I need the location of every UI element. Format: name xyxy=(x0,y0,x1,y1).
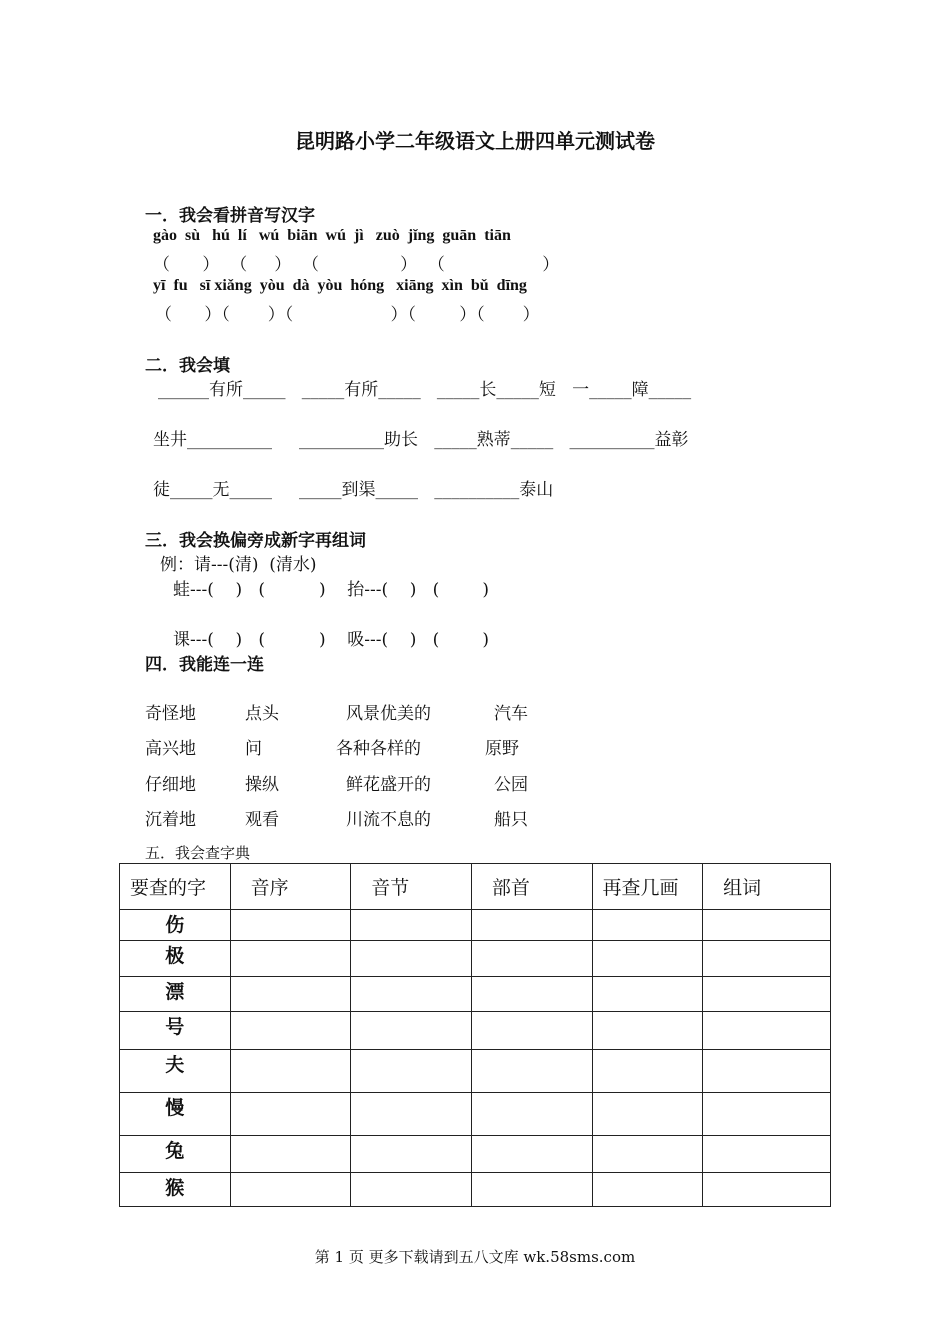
answer-cell[interactable] xyxy=(230,1050,351,1093)
answer-cell[interactable] xyxy=(703,1012,831,1050)
lookup-char: 伤 xyxy=(120,910,231,941)
match-item: 川流不息的 xyxy=(346,810,431,830)
answer-cell[interactable] xyxy=(230,1136,351,1173)
lookup-char: 极 xyxy=(120,941,231,977)
answer-cell[interactable] xyxy=(703,977,831,1012)
answer-cell[interactable] xyxy=(592,941,703,977)
section1-heading: 一．我会看拼音写汉字 xyxy=(145,206,315,226)
table-row xyxy=(120,1136,831,1173)
table-header: 音节 xyxy=(351,864,472,910)
answer-cell[interactable] xyxy=(471,977,592,1012)
match-item: 风景优美的 xyxy=(346,704,431,724)
answer-cell[interactable] xyxy=(351,977,472,1012)
match-item: 仔细地 xyxy=(145,775,196,795)
pinyin-row-1: gào sù hú lí wú biān wú jì zuò jǐng guān tiān xyxy=(153,227,511,244)
answer-cell[interactable] xyxy=(703,1093,831,1136)
answer-cell[interactable] xyxy=(230,910,351,941)
lookup-char: 号 xyxy=(120,1012,231,1050)
table-header: 组词 xyxy=(703,864,831,910)
blank-row-2: （ ）（ ）（ ）（ ）（ ） xyxy=(155,305,540,325)
table-row xyxy=(120,941,831,977)
table-row xyxy=(120,977,831,1012)
answer-cell[interactable] xyxy=(351,1136,472,1173)
match-item: 汽车 xyxy=(494,704,528,724)
table-header-row xyxy=(120,864,831,910)
answer-cell[interactable] xyxy=(592,1173,703,1207)
match-item: 操纵 xyxy=(245,775,279,795)
answer-cell[interactable] xyxy=(471,1050,592,1093)
match-item: 原野 xyxy=(485,739,519,759)
example-line: 例：请---(清) (清水) xyxy=(160,555,317,575)
table-header: 部首 xyxy=(471,864,592,910)
table-header: 再查几画 xyxy=(592,864,703,910)
answer-cell[interactable] xyxy=(351,941,472,977)
answer-cell[interactable] xyxy=(351,1050,472,1093)
match-item: 鲜花盛开的 xyxy=(346,775,431,795)
lookup-char: 漂 xyxy=(120,977,231,1012)
match-item: 观看 xyxy=(245,810,279,830)
match-item: 问 xyxy=(245,739,262,759)
answer-cell[interactable] xyxy=(592,1136,703,1173)
match-item: 点头 xyxy=(245,704,279,724)
blank-row-1: （ ） （ ） （ ） （ ） xyxy=(153,255,560,275)
radical-line-1: 蛙---( ) ( ) 抬---( ) ( ) xyxy=(173,580,490,600)
answer-cell[interactable] xyxy=(592,910,703,941)
fill-line-3: 徒_____无_____ _____到渠_____ __________泰山 xyxy=(153,480,554,500)
answer-cell[interactable] xyxy=(471,1093,592,1136)
answer-cell[interactable] xyxy=(703,1173,831,1207)
match-item: 公园 xyxy=(494,775,528,795)
page-title: 昆明路小学二年级语文上册四单元测试卷 xyxy=(295,129,655,153)
answer-cell[interactable] xyxy=(592,977,703,1012)
section3-heading: 三．我会换偏旁成新字再组词 xyxy=(145,531,366,551)
radical-line-2: 课---( ) ( ) 吸---( ) ( ) xyxy=(173,630,490,650)
answer-cell[interactable] xyxy=(703,1136,831,1173)
match-item: 奇怪地 xyxy=(145,704,196,724)
answer-cell[interactable] xyxy=(471,1012,592,1050)
answer-cell[interactable] xyxy=(703,1050,831,1093)
answer-cell[interactable] xyxy=(592,1050,703,1093)
answer-cell[interactable] xyxy=(351,1173,472,1207)
table-row xyxy=(120,1012,831,1050)
answer-cell[interactable] xyxy=(351,1093,472,1136)
section4-heading: 四．我能连一连 xyxy=(145,655,264,675)
answer-cell[interactable] xyxy=(230,1093,351,1136)
table-header: 音序 xyxy=(230,864,351,910)
answer-cell[interactable] xyxy=(471,941,592,977)
pinyin-row-2: yī fu sī xiǎng yòu dà yòu hóng xiāng xìn bǔ dīng xyxy=(153,277,527,294)
answer-cell[interactable] xyxy=(351,910,472,941)
answer-cell[interactable] xyxy=(471,1173,592,1207)
answer-cell[interactable] xyxy=(592,1012,703,1050)
answer-cell[interactable] xyxy=(230,977,351,1012)
answer-cell[interactable] xyxy=(471,1136,592,1173)
match-item: 各种各样的 xyxy=(336,739,421,759)
answer-cell[interactable] xyxy=(230,1173,351,1207)
answer-cell[interactable] xyxy=(230,941,351,977)
section2-heading: 二．我会填 xyxy=(145,356,230,376)
table-row xyxy=(120,1050,831,1093)
answer-cell[interactable] xyxy=(351,1012,472,1050)
table-header: 要查的字 xyxy=(120,864,231,910)
answer-cell[interactable] xyxy=(592,1093,703,1136)
lookup-char: 猴 xyxy=(120,1173,231,1207)
page-footer: 第 1 页 更多下载请到五八文库 wk.58sms.com xyxy=(314,1248,636,1266)
lookup-char: 兔 xyxy=(120,1136,231,1173)
dictionary-table xyxy=(119,863,831,1207)
table-row xyxy=(120,1093,831,1136)
table-row xyxy=(120,1173,831,1207)
fill-line-1: ______有所_____ _____有所_____ _____长_____短 一_____障_____ xyxy=(158,380,692,400)
match-item: 沉着地 xyxy=(145,810,196,830)
answer-cell[interactable] xyxy=(230,1012,351,1050)
answer-cell[interactable] xyxy=(703,910,831,941)
lookup-char: 慢 xyxy=(120,1093,231,1136)
answer-cell[interactable] xyxy=(471,910,592,941)
lookup-char: 夫 xyxy=(120,1050,231,1093)
match-item: 高兴地 xyxy=(145,739,196,759)
match-item: 船只 xyxy=(494,810,528,830)
table-row xyxy=(120,910,831,941)
answer-cell[interactable] xyxy=(703,941,831,977)
section5-heading: 五．我会查字典 xyxy=(145,844,251,862)
fill-line-2: 坐井__________ __________助长 _____熟蒂_____ __________益彰 xyxy=(153,430,689,450)
